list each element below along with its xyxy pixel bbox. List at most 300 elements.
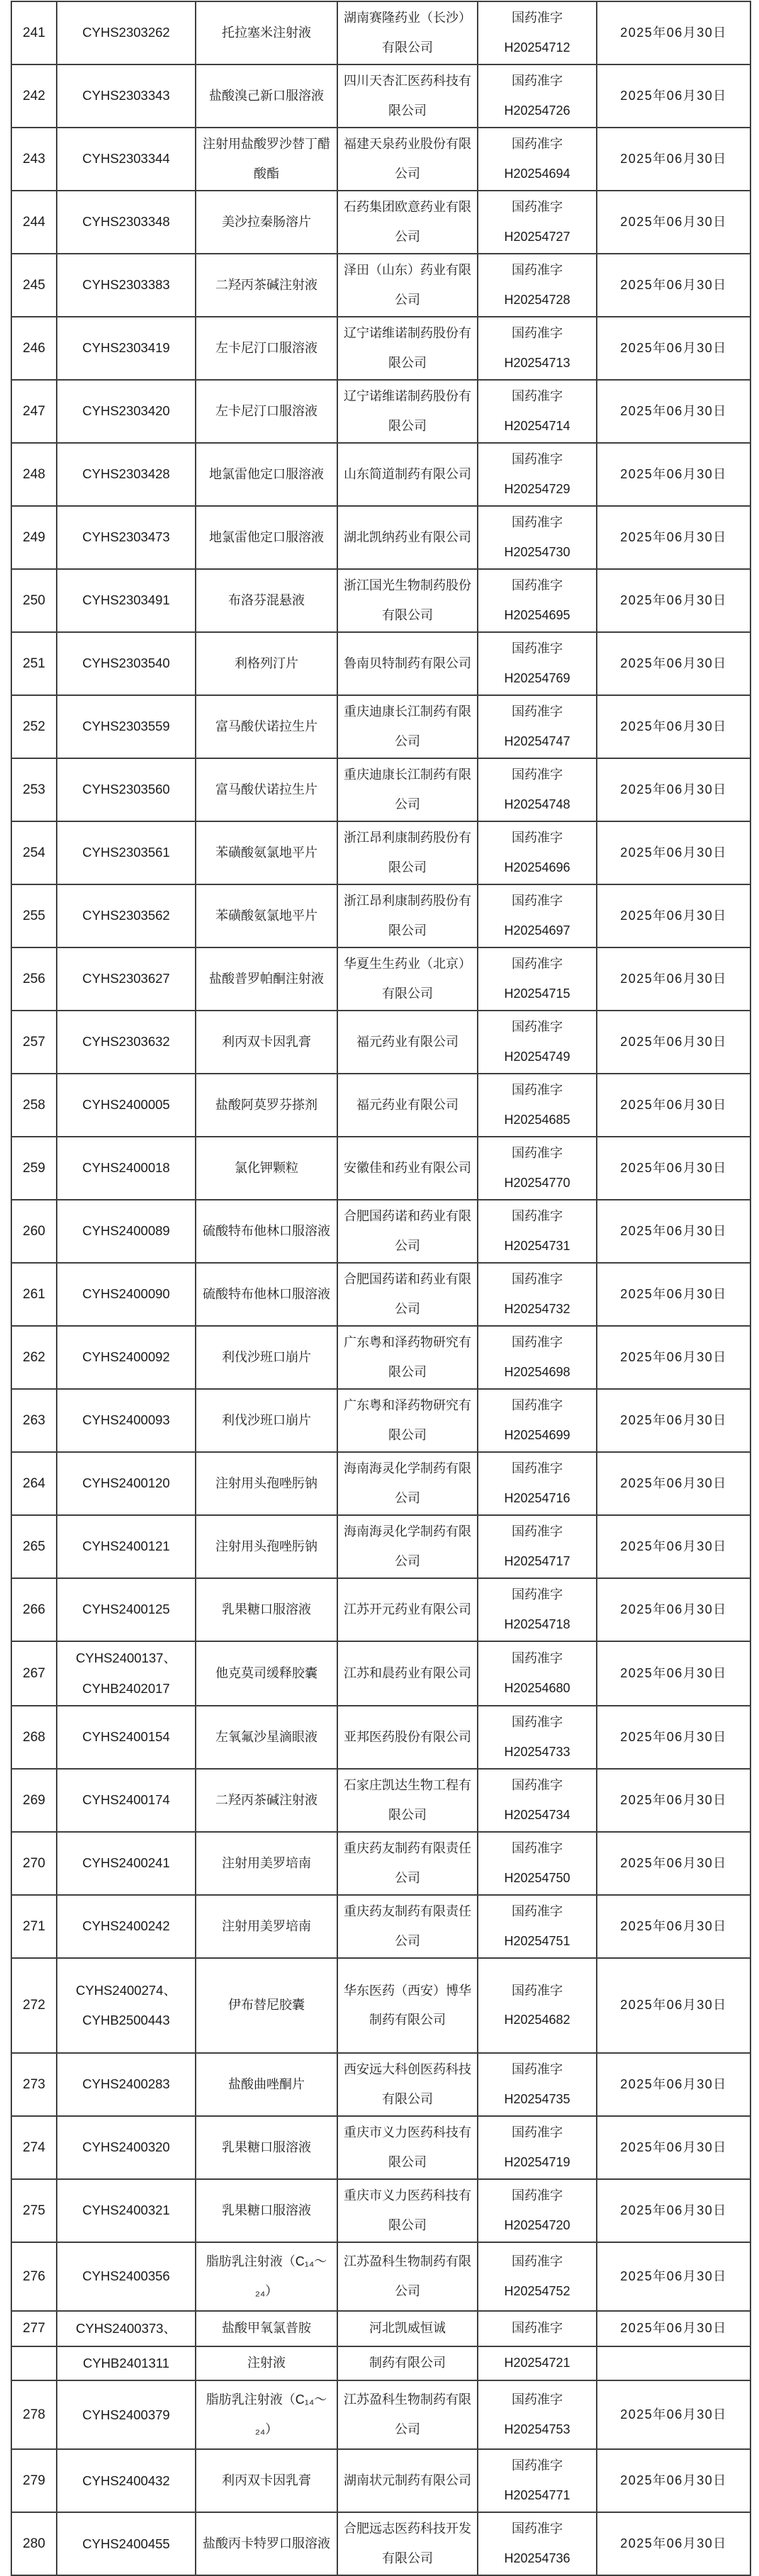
approval-number: H20254713 [504,355,570,370]
approval-prefix: 国药准字 [512,74,563,89]
company-cell: 重庆药友制药有限责任公司 [337,1895,478,1958]
approval-no-cell [478,1769,597,1832]
approval-no-cell [478,1389,597,1452]
approval-no-cell [478,2346,597,2381]
company-cell: 湖南赛隆药业（长沙）有限公司 [337,1,478,64]
drug-name-cell: 布洛芬混悬液 [196,569,337,632]
approval-number: H20254685 [504,1112,570,1127]
table-row [11,1958,750,2053]
row-number-cell: 269 [11,1769,57,1832]
company-cell: 湖北凯纳药业有限公司 [337,506,478,569]
drug-name-cell: 氯化钾颗粒 [196,1137,337,1200]
application-no-cell: CYHS2400125 [57,1578,196,1641]
company-cell: 重庆迪康长江制药有限公司 [337,758,478,821]
drug-name-cell: 注射液 [196,2346,337,2381]
approval-number: H20254771 [504,2487,570,2502]
company-cell: 四川天杏汇医药科技有限公司 [337,64,478,128]
application-no-cell: CYHS2303561 [57,821,196,884]
approval-date-cell: 2025年06月30日 [597,443,750,506]
approval-date-cell: 2025年06月30日 [597,1326,750,1389]
approval-prefix: 国药准字 [512,1335,563,1350]
company-cell: 合肥远志医药科技开发有限公司 [337,2512,478,2575]
approval-no-cell [478,1452,597,1515]
approval-date-cell: 2025年06月30日 [597,1958,750,2053]
approval-prefix: 国药准字 [512,137,563,152]
approval-number: H20254732 [504,1301,570,1316]
company-cell: 西安远大科创医药科技有限公司 [337,2053,478,2116]
approval-prefix: 国药准字 [512,641,563,656]
row-number-cell: 268 [11,1706,57,1769]
approval-number: H20254717 [504,1553,570,1568]
approval-number: H20254753 [504,2422,570,2436]
approval-prefix: 国药准字 [512,1904,563,1919]
approval-prefix: 国药准字 [512,1587,563,1602]
approval-date-cell: 2025年06月30日 [597,1515,750,1578]
approval-prefix: 国药准字 [512,263,563,278]
drug-name-cell: 盐酸普罗帕酮注射液 [196,947,337,1011]
approval-date-cell: 2025年06月30日 [597,1641,750,1706]
row-number-cell: 254 [11,821,57,884]
table-row [11,1578,750,1641]
row-number-cell: 273 [11,2053,57,2116]
approval-number: H20254730 [504,544,570,559]
approval-number: H20254729 [504,481,570,496]
drug-name-cell: 硫酸特布他林口服溶液 [196,1200,337,1263]
approval-no-cell [478,506,597,569]
row-number-cell: 263 [11,1389,57,1452]
drug-name-cell: 苯磺酸氨氯地平片 [196,884,337,947]
application-no-cell: CYHS2400321 [57,2179,196,2242]
approval-date-cell: 2025年06月30日 [597,64,750,128]
approval-number: H20254697 [504,923,570,938]
drug-name-cell: 乳果糖口服溶液 [196,1578,337,1641]
approval-date-cell: 2025年06月30日 [597,1832,750,1895]
row-number-cell: 262 [11,1326,57,1389]
approval-number: H20254770 [504,1175,570,1190]
company-cell: 石药集团欧意药业有限公司 [337,191,478,254]
row-number-cell: 271 [11,1895,57,1958]
approval-prefix: 国药准字 [512,1272,563,1287]
application-no-cell: CYHS2400241 [57,1832,196,1895]
drug-name-cell: 硫酸特布他林口服溶液 [196,1263,337,1326]
table-row [11,2116,750,2179]
company-cell: 江苏盈科生物制药有限公司 [337,2380,478,2449]
approval-no-cell [478,1326,597,1389]
approval-number: H20254735 [504,2091,570,2106]
approval-no-cell [478,2380,597,2449]
approval-prefix: 国药准字 [512,2125,563,2140]
approval-number: H20254726 [504,103,570,118]
approval-prefix: 国药准字 [512,452,563,467]
application-no-cell: CYHS2400242 [57,1895,196,1958]
company-cell: 华东医药（西安）博华制药有限公司 [337,1958,478,2053]
row-number-cell: 274 [11,2116,57,2179]
approval-number: H20254731 [504,1238,570,1253]
row-number-cell: 280 [11,2512,57,2575]
drug-name-cell: 伊布替尼胶囊 [196,1958,337,2053]
row-number-cell: 253 [11,758,57,821]
application-no-cell: CYHS2400283 [57,2053,196,2116]
row-number-cell: 266 [11,1578,57,1641]
approval-prefix: 国药准字 [512,1715,563,1730]
table-row [11,1011,750,1074]
approval-date-cell: 2025年06月30日 [597,254,750,317]
approval-number: 国药准字 [512,2321,563,2336]
application-no-cell: CYHS2400089 [57,1200,196,1263]
approval-no-cell [478,128,597,191]
drug-name-cell: 盐酸丙卡特罗口服溶液 [196,2512,337,2575]
drug-name-cell: 地氯雷他定口服溶液 [196,443,337,506]
company-cell: 泽田（山东）药业有限公司 [337,254,478,317]
approval-date-cell: 2025年06月30日 [597,191,750,254]
application-no-cell: CYHS2400121 [57,1515,196,1578]
table-row [11,2242,750,2311]
company-cell: 浙江昂利康制药股份有限公司 [337,884,478,947]
approval-no-cell [478,2242,597,2311]
approval-prefix: 国药准字 [512,894,563,909]
approval-number: H20254747 [504,733,570,748]
approval-date-cell: 2025年06月30日 [597,695,750,758]
approval-no-cell [478,1958,597,2053]
approval-prefix: 国药准字 [512,2062,563,2077]
application-no-cell: CYHS2303473 [57,506,196,569]
approval-date-cell: 2025年06月30日 [597,1578,750,1641]
approval-number: H20254698 [504,1364,570,1379]
approval-no-cell [478,64,597,128]
table-row [11,2346,750,2381]
approval-number: H20254721 [504,2356,570,2370]
application-no-cell: CYHS2400154 [57,1706,196,1769]
approval-prefix: 国药准字 [512,389,563,404]
application-no-cell: CYHS2400356 [57,2242,196,2311]
drug-name-cell: 脂肪乳注射液（C₁₄～₂₄） [196,2242,337,2311]
table-row [11,1326,750,1389]
row-number-cell: 264 [11,1452,57,1515]
application-no-cell: CYHS2303348 [57,191,196,254]
application-no-cell: CYHS2400320 [57,2116,196,2179]
approval-no-cell [478,569,597,632]
drug-name-cell: 盐酸甲氧氯普胺 [196,2311,337,2346]
application-no-cell: CYHS2303562 [57,884,196,947]
drug-name-cell: 注射用盐酸罗沙替丁醋酸酯 [196,128,337,191]
table-row [11,695,750,758]
approval-no-cell [478,1,597,64]
table-row [11,191,750,254]
drug-name-cell: 二羟丙茶碱注射液 [196,1769,337,1832]
drug-name-cell: 注射用头孢唑肟钠 [196,1515,337,1578]
drug-name-cell: 注射用美罗培南 [196,1832,337,1895]
approval-date-cell [597,2346,750,2381]
approval-no-cell [478,2311,597,2346]
table-row [11,1389,750,1452]
application-no-cell: CYHS2400018 [57,1137,196,1200]
table-row [11,1515,750,1578]
approval-date-cell: 2025年06月30日 [597,1074,750,1137]
drug-name-cell: 盐酸阿莫罗芬搽剂 [196,1074,337,1137]
company-cell: 合肥国药诺和药业有限公司 [337,1263,478,1326]
application-no-cell: CYHS2400120 [57,1452,196,1515]
row-number-cell: 246 [11,317,57,380]
table-row [11,1895,750,1958]
drug-name-cell: 左氧氟沙星滴眼液 [196,1706,337,1769]
approval-prefix: 国药准字 [512,767,563,782]
approval-date-cell: 2025年06月30日 [597,1200,750,1263]
drug-name-cell: 盐酸溴己新口服溶液 [196,64,337,128]
approval-no-cell [478,254,597,317]
approval-prefix: 国药准字 [512,831,563,845]
drug-name-cell: 利伐沙班口崩片 [196,1389,337,1452]
approval-no-cell [478,317,597,380]
approval-date-cell: 2025年06月30日 [597,821,750,884]
table-row [11,758,750,821]
company-cell: 华夏生生药业（北京）有限公司 [337,947,478,1011]
approval-number: H20254699 [504,1427,570,1442]
drug-name-cell: 苯磺酸氨氯地平片 [196,821,337,884]
application-no-cell: CYHS2303540 [57,632,196,695]
approval-prefix: 国药准字 [512,1524,563,1539]
approval-prefix: 国药准字 [512,11,563,26]
approval-no-cell [478,380,597,443]
approval-date-cell: 2025年06月30日 [597,947,750,1011]
approval-number: H20254712 [504,40,570,55]
company-cell: 山东简道制药有限公司 [337,443,478,506]
approval-date-cell: 2025年06月30日 [597,128,750,191]
application-no-cell: CYHS2400455 [57,2512,196,2575]
application-no-cell: CYHS2400174 [57,1769,196,1832]
approval-number: H20254748 [504,797,570,811]
company-cell: 广东粤和泽药物研究有限公司 [337,1389,478,1452]
company-cell: 重庆药友制药有限责任公司 [337,1832,478,1895]
approval-number: H20254716 [504,1490,570,1505]
application-no-cell: CYHS2303343 [57,64,196,128]
table-row [11,380,750,443]
approval-prefix: 国药准字 [512,2254,563,2269]
drug-name-cell: 注射用美罗培南 [196,1895,337,1958]
approval-number: H20254719 [504,2154,570,2169]
application-no-cell: CYHS2303627 [57,947,196,1011]
approval-prefix: 国药准字 [512,1778,563,1793]
drug-name-cell: 脂肪乳注射液（C₁₄～₂₄） [196,2380,337,2449]
approval-date-cell: 2025年06月30日 [597,1452,750,1515]
application-no-cell: CYHB2401311 [57,2346,196,2381]
table-row [11,254,750,317]
approval-no-cell [478,884,597,947]
row-number-cell: 265 [11,1515,57,1578]
company-cell: 江苏和晨药业有限公司 [337,1641,478,1706]
approval-prefix: 国药准字 [512,326,563,341]
table-row [11,443,750,506]
approval-prefix: 国药准字 [512,1398,563,1413]
approval-date-cell: 2025年06月30日 [597,380,750,443]
company-cell: 海南海灵化学制药有限公司 [337,1515,478,1578]
approval-no-cell [478,2179,597,2242]
row-number-cell: 243 [11,128,57,191]
approval-number: H20254727 [504,229,570,244]
approval-prefix: 国药准字 [512,1209,563,1224]
application-no-cell: CYHS2400379 [57,2380,196,2449]
approval-date-cell: 2025年06月30日 [597,2242,750,2311]
table-row [11,947,750,1011]
approval-date-cell: 2025年06月30日 [597,2116,750,2179]
approval-no-cell [478,2053,597,2116]
approval-date-cell: 2025年06月30日 [597,2380,750,2449]
company-cell: 石家庄凯达生物工程有限公司 [337,1769,478,1832]
approval-number: H20254715 [504,986,570,1001]
row-number-cell: 245 [11,254,57,317]
company-cell: 重庆市义力医药科技有限公司 [337,2116,478,2179]
application-no-cell: CYHS2400005 [57,1074,196,1137]
table-row [11,1074,750,1137]
application-no-cell: CYHS2303344 [57,128,196,191]
company-cell: 辽宁诺维诺制药股份有限公司 [337,317,478,380]
row-number-cell: 276 [11,2242,57,2311]
approval-date-cell: 2025年06月30日 [597,2311,750,2346]
approval-prefix: 国药准字 [512,957,563,972]
application-no-cell: CYHS2400373、 [57,2311,196,2346]
row-number-cell: 259 [11,1137,57,1200]
approval-date-cell: 2025年06月30日 [597,2179,750,2242]
company-cell: 重庆迪康长江制药有限公司 [337,695,478,758]
row-number-cell: 247 [11,380,57,443]
approval-date-cell: 2025年06月30日 [597,884,750,947]
approval-prefix: 国药准字 [512,2458,563,2473]
application-no-cell: CYHS2303491 [57,569,196,632]
approval-date-cell: 2025年06月30日 [597,758,750,821]
application-no-cell: CYHS2400274、CYHB2500443 [57,1958,196,2053]
table-row [11,821,750,884]
application-no-cell: CYHS2303419 [57,317,196,380]
approval-number: H20254718 [504,1616,570,1631]
table-row [11,1263,750,1326]
table-row [11,128,750,191]
application-no-cell: CYHS2400137、CYHB2402017 [57,1641,196,1706]
approval-no-cell [478,1578,597,1641]
approval-number: H20254728 [504,292,570,307]
approval-prefix: 国药准字 [512,1083,563,1098]
table-row [11,1137,750,1200]
approval-date-cell: 2025年06月30日 [597,317,750,380]
row-number-cell: 250 [11,569,57,632]
row-number-cell: 256 [11,947,57,1011]
drug-name-cell: 乳果糖口服溶液 [196,2179,337,2242]
company-cell: 浙江国光生物制药股份有限公司 [337,569,478,632]
approval-no-cell [478,821,597,884]
drug-name-cell: 富马酸伏诺拉生片 [196,695,337,758]
application-no-cell: CYHS2303262 [57,1,196,64]
table-row [11,1200,750,1263]
approval-date-cell: 2025年06月30日 [597,2053,750,2116]
table-row [11,1769,750,1832]
drug-name-cell: 二羟丙茶碱注射液 [196,254,337,317]
approval-number: H20254736 [504,2550,570,2565]
row-number-cell: 270 [11,1832,57,1895]
approval-prefix: 国药准字 [512,200,563,215]
table-row [11,506,750,569]
table-row [11,1706,750,1769]
approval-prefix: 国药准字 [512,2392,563,2407]
row-number-cell: 258 [11,1074,57,1137]
approval-date-cell: 2025年06月30日 [597,1895,750,1958]
drug-name-cell: 乳果糖口服溶液 [196,2116,337,2179]
drug-name-cell: 地氯雷他定口服溶液 [196,506,337,569]
table-row [11,2311,750,2346]
row-number-cell: 249 [11,506,57,569]
company-cell: 辽宁诺维诺制药股份有限公司 [337,380,478,443]
company-cell: 安徽佳和药业有限公司 [337,1137,478,1200]
company-cell: 湖南状元制药有限公司 [337,2449,478,2512]
drug-name-cell: 美沙拉秦肠溶片 [196,191,337,254]
company-cell: 浙江昂利康制药股份有限公司 [337,821,478,884]
drug-approval-table [11,1,751,2576]
approval-no-cell [478,1515,597,1578]
drug-name-cell: 左卡尼汀口服溶液 [196,380,337,443]
company-cell: 江苏盈科生物制药有限公司 [337,2242,478,2311]
table-row [11,1,750,64]
approval-prefix: 国药准字 [512,704,563,719]
row-number-cell: 278 [11,2380,57,2449]
approval-no-cell [478,1263,597,1326]
company-cell: 合肥国药诺和药业有限公司 [337,1200,478,1263]
approval-number: H20254695 [504,607,570,622]
approval-no-cell [478,632,597,695]
table-row [11,632,750,695]
drug-name-cell: 盐酸曲唑酮片 [196,2053,337,2116]
approval-no-cell [478,1074,597,1137]
approval-date-cell: 2025年06月30日 [597,569,750,632]
approval-date-cell: 2025年06月30日 [597,1706,750,1769]
table-row [11,2449,750,2512]
row-number-cell: 242 [11,64,57,128]
row-number-cell: 261 [11,1263,57,1326]
approval-date-cell: 2025年06月30日 [597,2512,750,2575]
drug-name-cell: 利格列汀片 [196,632,337,695]
approval-no-cell [478,1137,597,1200]
company-cell: 重庆市义力医药科技有限公司 [337,2179,478,2242]
approval-table-body [11,1,750,2575]
row-number-cell: 267 [11,1641,57,1706]
application-no-cell: CYHS2400092 [57,1326,196,1389]
table-row [11,64,750,128]
row-number-cell: 277 [11,2311,57,2346]
table-row [11,2512,750,2575]
approval-no-cell [478,947,597,1011]
approval-prefix: 国药准字 [512,1461,563,1476]
row-number-cell: 257 [11,1011,57,1074]
approval-no-cell [478,2449,597,2512]
approval-number: H20254734 [504,1807,570,1822]
drug-name-cell: 利伐沙班口崩片 [196,1326,337,1389]
approval-date-cell: 2025年06月30日 [597,1137,750,1200]
row-number-cell: 251 [11,632,57,695]
approval-number: H20254696 [504,860,570,874]
row-number-cell: 252 [11,695,57,758]
approval-number: H20254694 [504,166,570,181]
approval-date-cell: 2025年06月30日 [597,1769,750,1832]
table-row [11,2179,750,2242]
approval-no-cell [478,2116,597,2179]
approval-no-cell [478,1011,597,1074]
table-row [11,884,750,947]
approval-number: H20254680 [504,1680,570,1695]
application-no-cell: CYHS2303559 [57,695,196,758]
table-row [11,2053,750,2116]
row-number-cell: 241 [11,1,57,64]
row-number-cell: 272 [11,1958,57,2053]
approval-date-cell: 2025年06月30日 [597,632,750,695]
approval-date-cell: 2025年06月30日 [597,1263,750,1326]
approval-prefix: 国药准字 [512,1651,563,1666]
approval-no-cell [478,695,597,758]
